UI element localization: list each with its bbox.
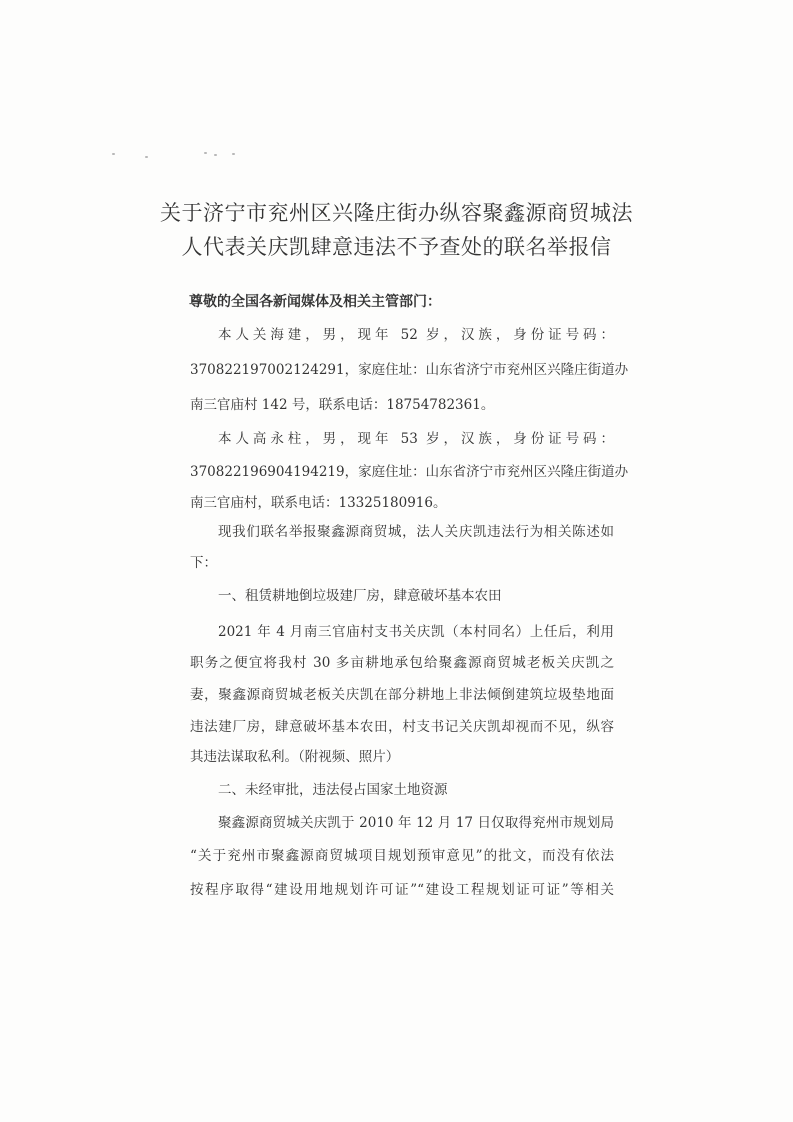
paragraph-3-line-2: 下： <box>190 555 217 571</box>
paragraph-1-line-2: 370822197002124291，家庭住址：山东省济宁市兖州区兴隆庄街道办 <box>190 362 629 378</box>
scan-artifact <box>204 152 207 154</box>
paragraph-3-line-1: 现我们联名举报聚鑫源商贸城，法人关庆凯违法行为相关陈述如 <box>218 524 614 540</box>
paragraph-4-line-2: 职务之便宜将我村 30 多亩耕地承包给聚鑫源商贸城老板关庆凯之 <box>190 655 614 671</box>
paragraph-1-line-1: 本人关海建，男，现年 52 岁，汉族，身份证号码： <box>218 327 614 343</box>
paragraph-2-line-3: 南三官庙村，联系电话：13325180916。 <box>190 495 447 511</box>
paragraph-2-line-2: 370822196904194219，家庭住址：山东省济宁市兖州区兴隆庄街道办 <box>190 464 629 480</box>
paragraph-5-line-2: “关于兖州市聚鑫源商贸城项目规划预审意见”的批文，而没有依法 <box>190 848 614 864</box>
paragraph-5-line-1: 聚鑫源商贸城关庆凯于 2010 年 12 月 17 日仅取得兖州市规划局 <box>218 815 614 831</box>
scan-artifact <box>145 156 148 158</box>
paragraph-1-line-3: 南三官庙村 142 号，联系电话：18754782361。 <box>190 397 495 413</box>
section-heading-1: 一、租赁耕地倒垃圾建厂房，肆意破坏基本农田 <box>218 588 502 604</box>
scan-artifact <box>232 153 235 155</box>
scan-artifact <box>112 153 115 155</box>
paragraph-5-line-3: 按程序取得“建设用地规划许可证”“建设工程规划证可证”等相关 <box>190 882 614 898</box>
document-title-line-1: 关于济宁市兖州区兴隆庄街办纵容聚鑫源商贸城法 <box>160 201 633 225</box>
paragraph-4-line-1: 2021 年 4 月南三官庙村支书关庆凯（本村同名）上任后，利用 <box>218 624 614 640</box>
scan-artifact <box>214 154 217 156</box>
document-title-line-2: 人代表关庆凯肆意违法不予查处的联名举报信 <box>181 235 612 259</box>
paragraph-4-line-3: 妻，聚鑫源商贸城老板关庆凯在部分耕地上非法倾倒建筑垃圾垫地面 <box>190 687 614 703</box>
paragraph-4-line-5: 其违法谋取私利。（附视频、照片） <box>190 749 400 765</box>
paragraph-4-line-4: 违法建厂房，肆意破坏基本农田，村支书记关庆凯却视而不见，纵容 <box>190 719 614 735</box>
section-heading-2: 二、未经审批，违法侵占国家土地资源 <box>218 782 448 798</box>
paragraph-2-line-1: 本人高永柱，男，现年 53 岁，汉族，身份证号码： <box>218 431 614 447</box>
salutation: 尊敬的全国各新闻媒体及相关主管部门： <box>189 294 441 310</box>
